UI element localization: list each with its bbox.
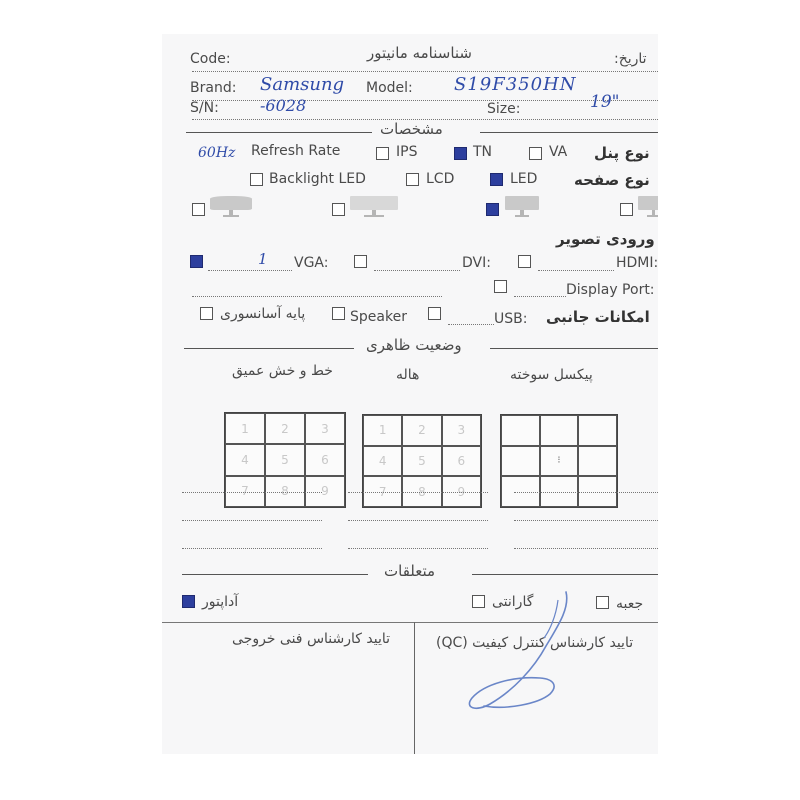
fill-line bbox=[514, 296, 566, 297]
shape-frameless-checkbox[interactable] bbox=[332, 203, 345, 216]
panel-va-checkbox[interactable] bbox=[529, 147, 542, 160]
grid-cell[interactable]: 5 bbox=[265, 444, 305, 475]
brand-value: Samsung bbox=[260, 74, 345, 95]
screen-backlight-checkbox[interactable] bbox=[250, 173, 263, 186]
grid-cell[interactable]: 2 bbox=[402, 415, 441, 446]
grid-cell[interactable]: 4 bbox=[225, 444, 265, 475]
panel-va-label: VA bbox=[549, 144, 568, 160]
qc-approval: تایید کارشناس کنترل کیفیت (QC) bbox=[436, 635, 634, 651]
code-label: Code: bbox=[190, 51, 231, 67]
sn-value: -6028 bbox=[260, 96, 307, 115]
fill-line bbox=[182, 548, 322, 549]
fill-line bbox=[538, 270, 614, 271]
grid-cell[interactable]: 6 bbox=[442, 446, 481, 477]
section-divider bbox=[480, 132, 658, 133]
panel-ips-label: IPS bbox=[396, 144, 418, 160]
grid-cell[interactable]: 3 bbox=[442, 415, 481, 446]
screen-lcd-checkbox[interactable] bbox=[406, 173, 419, 186]
dead-pixel-grid-title: پیکسل سوخته bbox=[510, 367, 593, 383]
elevator-stand-checkbox[interactable] bbox=[200, 307, 213, 320]
vga-checkbox[interactable] bbox=[190, 255, 203, 268]
dead-pixel-grid bbox=[500, 414, 618, 508]
size-label: Size: bbox=[487, 101, 521, 117]
scratch-grid-title: خط و خش عمیق bbox=[232, 363, 333, 379]
box-label: جعبه bbox=[616, 596, 644, 612]
grid-cell[interactable]: 8 bbox=[265, 476, 305, 507]
video-inputs-label: ورودی تصویر bbox=[556, 230, 655, 248]
panel-type-label: نوع پنل bbox=[594, 144, 650, 162]
date-label: تاریخ: bbox=[614, 51, 647, 67]
dvi-checkbox[interactable] bbox=[354, 255, 367, 268]
fill-line bbox=[182, 492, 322, 493]
header-rule bbox=[192, 71, 658, 72]
output-tech-approval: تایید کارشناس فنی خروجی bbox=[232, 631, 391, 647]
panel-tn-checkbox[interactable] bbox=[454, 147, 467, 160]
grid-cell[interactable]: 6 bbox=[305, 444, 345, 475]
shape-standard-checkbox[interactable] bbox=[486, 203, 499, 216]
fill-line bbox=[348, 520, 488, 521]
grid-cell[interactable]: 1 bbox=[225, 413, 265, 444]
panel-ips-checkbox[interactable] bbox=[376, 147, 389, 160]
screen-type-label: نوع صفحه bbox=[574, 171, 650, 189]
elevator-stand-label: پایه آسانسوری bbox=[220, 306, 306, 322]
grid-cell[interactable]: 3 bbox=[305, 413, 345, 444]
grid-cell[interactable]: 5 bbox=[402, 446, 441, 477]
speaker-checkbox[interactable] bbox=[332, 307, 345, 320]
wide-monitor-icon bbox=[638, 196, 658, 218]
grid-cell[interactable]: 4 bbox=[363, 446, 402, 477]
vga-label: VGA: bbox=[294, 255, 329, 271]
fill-line bbox=[348, 492, 488, 493]
dvi-label: DVI: bbox=[462, 255, 491, 271]
screen-lcd-label: LCD bbox=[426, 171, 455, 187]
grid-cell[interactable]: 1 bbox=[363, 415, 402, 446]
fill-line bbox=[208, 270, 292, 271]
displayport-label: Display Port: bbox=[566, 282, 655, 298]
grid-cell[interactable]: ⁝ bbox=[540, 446, 579, 477]
screen-led-label: LED bbox=[510, 171, 538, 187]
shape-curved-checkbox[interactable] bbox=[192, 203, 205, 216]
grid-cell[interactable]: 8 bbox=[402, 476, 441, 507]
vga-count: 1 bbox=[258, 250, 268, 268]
form-title: شناسنامه مانیتور bbox=[367, 44, 472, 62]
fill-line bbox=[514, 548, 658, 549]
curved-monitor-icon bbox=[210, 196, 252, 218]
brand-label: Brand: bbox=[190, 80, 237, 96]
accessories-title: متعلقات bbox=[384, 562, 436, 580]
panel-tn-label: TN bbox=[473, 144, 493, 160]
halo-grid-title: هاله bbox=[396, 367, 420, 383]
fill-line bbox=[182, 520, 322, 521]
frameless-monitor-icon bbox=[350, 196, 398, 218]
hdmi-label: HDMI: bbox=[616, 255, 658, 271]
size-value: 19" bbox=[590, 92, 620, 112]
model-value: S19F350HN bbox=[454, 74, 577, 95]
fill-line bbox=[514, 492, 658, 493]
shape-wide-checkbox[interactable] bbox=[620, 203, 633, 216]
fill-line bbox=[514, 520, 658, 521]
grid-cell[interactable]: 2 bbox=[265, 413, 305, 444]
standard-monitor-icon bbox=[505, 196, 539, 218]
monitor-id-card bbox=[162, 34, 658, 754]
grid-cell[interactable]: 7 bbox=[225, 476, 265, 507]
scratch-grid bbox=[224, 412, 346, 508]
section-divider bbox=[184, 348, 354, 349]
adapter-checkbox[interactable] bbox=[182, 595, 195, 608]
warranty-label: گارانتی bbox=[492, 594, 534, 610]
section-divider bbox=[186, 132, 372, 133]
section-divider bbox=[472, 574, 658, 575]
grid-cell[interactable] bbox=[578, 415, 617, 446]
displayport-checkbox[interactable] bbox=[494, 280, 507, 293]
grid-cell[interactable] bbox=[501, 415, 540, 446]
section-divider bbox=[182, 574, 368, 575]
screen-backlight-label: Backlight LED bbox=[269, 171, 366, 187]
fill-line bbox=[374, 270, 460, 271]
grid-cell[interactable]: 9 bbox=[442, 476, 481, 507]
fill-line bbox=[448, 324, 494, 325]
grid-cell[interactable] bbox=[540, 415, 579, 446]
halo-grid bbox=[362, 414, 482, 508]
section-divider bbox=[490, 348, 658, 349]
specs-title: مشخصات bbox=[380, 120, 443, 138]
grid-cell[interactable]: 7 bbox=[363, 476, 402, 507]
fill-line bbox=[192, 296, 442, 297]
qc-signature bbox=[454, 586, 604, 716]
hdmi-checkbox[interactable] bbox=[518, 255, 531, 268]
fill-line bbox=[348, 548, 488, 549]
condition-title: وضعیت ظاهری bbox=[366, 336, 462, 354]
accessories-features-label: امکانات جانبی bbox=[546, 308, 650, 326]
speaker-label: Speaker bbox=[350, 309, 407, 325]
grid-cell[interactable] bbox=[501, 446, 540, 477]
usb-checkbox[interactable] bbox=[428, 307, 441, 320]
adapter-label: آداپتور bbox=[202, 594, 239, 610]
refresh-value: 60Hz bbox=[198, 145, 236, 161]
model-label: Model: bbox=[366, 80, 413, 96]
approval-column-divider bbox=[414, 622, 415, 754]
screen-led-checkbox[interactable] bbox=[490, 173, 503, 186]
usb-label: USB: bbox=[494, 311, 528, 327]
refresh-label: Refresh Rate bbox=[251, 143, 341, 159]
sn-label: S/N: bbox=[190, 100, 219, 116]
grid-cell[interactable]: 9 bbox=[305, 476, 345, 507]
grid-cell[interactable] bbox=[578, 446, 617, 477]
